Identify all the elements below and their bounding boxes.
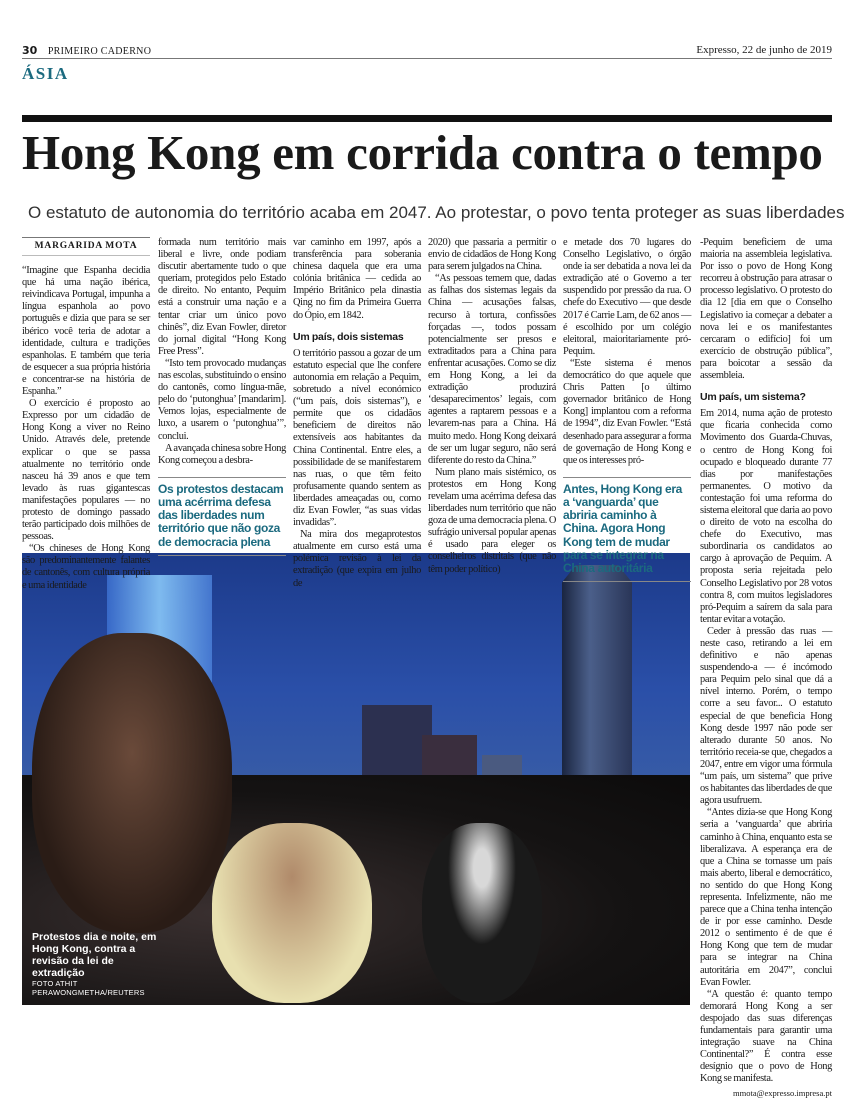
page-number: 30 — [22, 44, 38, 57]
paragraph: “Isto tem provocado mudanças nas escolas, substituindo o ensino do cantonês, como língua-mãe, pelo do ‘putonghua’ [mandarim]. Vemos lojas, especialmente de luxo, a usarem o ‘putonghua’”, conclui. — [158, 357, 286, 442]
protest-photo — [22, 553, 690, 1005]
paragraph: 2020) que passaria a permitir o envio de cidadãos de Hong Kong para serem julgados na China. — [428, 237, 556, 273]
section-name: PRIMEIRO CADERNO — [47, 46, 152, 57]
article-column-3 — [293, 237, 421, 590]
paragraph: -Pequim beneficiem de uma maioria na assembleia legislativa. Por isso o povo de Hong Kong recorreu à obstrução para atrasar o processo legislativo. O protesto do dia 12 [dia em que o Conselho Legislativo ia começar a debater a nova lei e os manifestantes cercaram o edifício] foi um exercício de obstrução pública”, para boicotar a sessão da assembleia. — [700, 237, 832, 382]
paragraph: “Os chineses de Hong Kong são predominantemente falantes de cantonês, com cultura própria e uma identidade — [22, 543, 150, 591]
photo-caption — [32, 931, 167, 997]
article-column-6 — [700, 237, 832, 1100]
pull-quote: Os protestos destacam uma acérrima defesa das liberdades num território que não goza de democracia plena — [158, 477, 286, 556]
subheading: Um país, um sistema? — [700, 391, 806, 404]
article-column-1 — [22, 237, 150, 592]
issue-date: Expresso, 22 de junho de 2019 — [696, 44, 832, 56]
paragraph: A avançada chinesa sobre Hong Kong começou a desbra- — [158, 442, 286, 466]
paragraph: “Este sistema é menos democrático do que aquele que Chris Patten [o último governador britânico de Hong Kong] implantou com a reforma de 1994”, diz Evan Fowler. “Está desenhado para assegurar a forma de governação de Hong Kong e que os interesses pró- — [563, 357, 691, 466]
protester-illustration — [212, 823, 372, 1003]
article-column-2 — [158, 237, 286, 556]
headline: Hong Kong em corrida contra o tempo — [22, 125, 823, 180]
protester-illustration — [422, 823, 542, 1003]
pull-quote: Antes, Hong Kong era a ‘vanguarda’ que abriria caminho à China. Agora Hong Kong tem de mudar para se integrar na China autoritária — [563, 477, 691, 582]
byline: MARGARIDA MOTA — [22, 237, 150, 256]
deck: O estatuto de autonomia do território acaba em 2047. Ao protestar, o povo tenta proteger as suas liberdades — [28, 203, 845, 222]
paragraph: “A questão é: quanto tempo demorará Hong Kong a ser despojado das suas diferenças fundamentais para garantir uma integração suave na China Continental?” É contra esse desígnio que o povo de Hong Kong se manifesta. — [700, 988, 832, 1085]
article-column-5 — [563, 237, 691, 582]
section-label: ÁSIA — [22, 64, 69, 83]
paragraph: var caminho em 1997, após a transferência para soberania chinesa daquela que era uma colónia britânica — cedida ao Império Britânico pela dinastia Qing no fim da Primeira Guerra do Ópio, em 1842. — [293, 237, 421, 321]
headline-rule — [22, 115, 832, 122]
paragraph: “Imagine que Espanha decidia que há uma nação ibérica, reivindicava Portugal, impunha a língua espanhola ao povo português e dizia que para se ser ibérico você teria de adotar a identidade, cultura e tradições espanholas. E também que teria de esquecer a sua própria história e concentrar-se na história de Espanha.” — [22, 265, 150, 398]
subheading: Um país, dois sistemas — [293, 330, 404, 343]
paragraph: Na mira dos megaprotestos atualmente em curso está uma polémica revisão à lei da extradição (que expira em julho de — [293, 529, 421, 589]
paragraph: “As pessoas temem que, dadas as falhas dos sistemas legais da China — acusações falsas, recurso à tortura, confissões forçadas —, todos possam potencialmente ser presos e extraditados para a China para enfrentar acusações. Como se diz em Hong Kong, a lei da extradição produzirá ‘desaparecimentos’ legais, com agentes a raptarem pessoas e a levarem-nas para a China. Há muito medo. Hong Kong deixará de ser um lugar seguro, não será diferente do resto da China.” — [428, 273, 556, 466]
photo-credit: FOTO ATHIT PERAWONGMETHA/REUTERS — [32, 979, 145, 997]
paragraph: O exercício é proposto ao Expresso por um cidadão de Hong Kong a viver no Reino Unido. Através dele, pretende explicar o que se passa atualmente no território onde nasceu há 39 anos e que tem levado às ruas gigantescas manifestações populares — no protesto de domingo passado terão participado dois milhões de pessoas. — [22, 398, 150, 543]
paragraph: Em 2014, numa ação de protesto que ficaria conhecida como Movimento dos Guarda-Chuvas, o centro de Hong Kong foi ocupado e bloqueado durante 77 dias por manifestações permanentes. O motivo da contestação foi uma reforma do sistema eleitoral que daria ao povo o direito de voto na escolha do chefe do Executivo, mas subordinaria os candidatos ao cargo à aprovação de Pequim. A proposta seria rejeitada pelo Conselho Legislativo por 28 votos contra 8, com muitos legisladores pró-Pequim a saírem da sala para tentar evitar a votação. — [700, 408, 832, 625]
caption-text: Protestos dia e noite, em Hong Kong, contra a revisão da lei de extradição — [32, 931, 157, 979]
paragraph: O território passou a gozar de um estatuto especial que lhe confere autonomia em relação a Pequim, sobretudo a nível económico (“um país, dois sistemas”), e permite que os cidadãos beneficiem de direitos não extensíveis aos habitantes da China Continental. Entre eles, a possibilidade de se manifestarem nas ruas, o que têm feito profusamente quando sentem as liberdades ameaçadas ou, como diz Evan Fowler, “as suas vidas invadidas”. — [293, 347, 421, 529]
page-folio — [22, 44, 832, 59]
paragraph: “Antes dizia-se que Hong Kong seria a ‘vanguarda’ que abriria caminho à China, enquanto esta se liberalizava. A esperança era de que a China se tornasse um país mais aberto, liberal e democrático, no sentido do que Hong Kong representa. Infelizmente, não me parece que a China tenha intenção de ir por esse caminho. Desde 2012 o sentimento é de que é Hong Kong que tem de mudar para se integrar na China autoritária em 2047”, conclui Evan Fowler. — [700, 807, 832, 988]
paragraph: e metade dos 70 lugares do Conselho Legislativo, o órgão onde ia ser debatida a nova lei da extradição até o Governo a ter suspendido por pressão da rua. O chefe do Executivo — que desde 2017 é Carrie Lam, de 62 anos — é escolhido por um colégio eleitoral, maioritariamente pró-Pequim. — [563, 237, 691, 357]
article-column-4 — [428, 237, 556, 576]
author-email: mmota@expresso.impresa.pt — [733, 1088, 832, 1099]
protester-illustration — [32, 633, 232, 933]
paragraph: Ceder à pressão das ruas — neste caso, retirando a lei em definitivo e não apenas suspendendo-a — é incómodo para Pequim pelo sinal que dá a nível interno. Porém, o tempo corre a seu favor... O estatuto especial de que beneficia Hong Kong desde 1997 não pode ser alterado durante 50 anos. No território receia-se que, chegados a 2047, entre em vigor uma fórmula “um país, um sistema” que prive os habitantes das liberdades de que agora usufruem. — [700, 625, 832, 807]
paragraph: formada num território mais liberal e livre, onde podiam discutir abertamente tudo o que queriam, protegidos pelo Estado de direito. No entanto, Pequim está a construir uma nação e a tentar criar um único povo chinês”, diz Evan Fowler, diretor do jornal digital “Hong Kong Free Press”. — [158, 237, 286, 357]
paragraph: Num plano mais sistémico, os protestos em Hong Kong revelam uma acérrima defesa das liberdades num território que não goza de uma democracia plena. O sufrágio universal popular apenas é usado para eleger os conselheiros distritais (que não têm poder político) — [428, 466, 556, 575]
